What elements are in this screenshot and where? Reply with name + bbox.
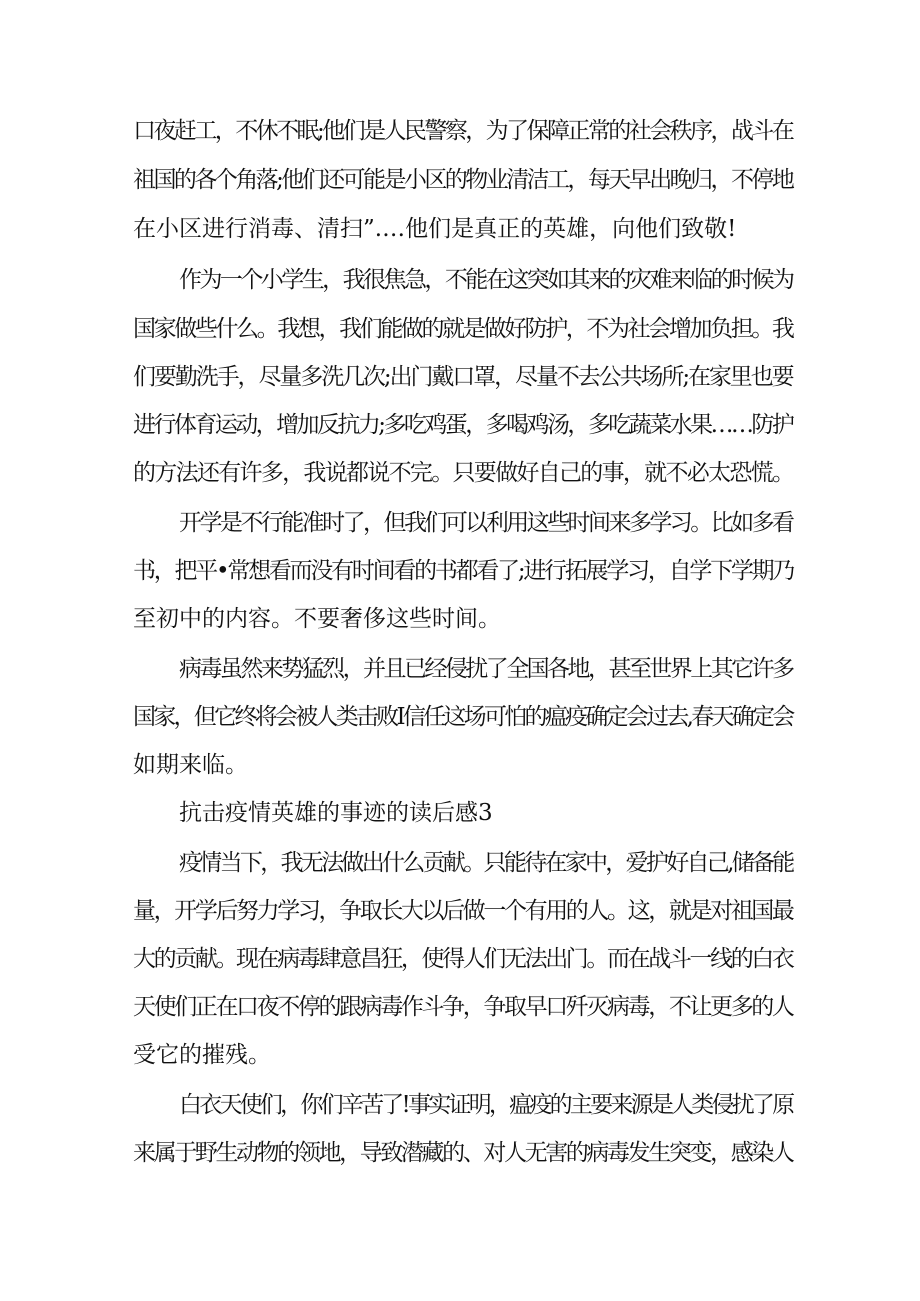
text-line: 量，开学后努力学习，争取长大以后做一个有用的人。这，就是对祖国最 [133, 898, 793, 924]
text-line: 书，把平•常想看而没有时间看的书都看了;进行拓展学习，自学下学期乃 [133, 558, 794, 584]
text-line: 病毒虽然来势猛烈，并且已经侵扰了全国各地，甚至世界上其它许多 [179, 656, 793, 682]
text-line: 至初中的内容。不要奢侈这些时间。 [133, 606, 501, 632]
text-line: 受它的摧残。 [133, 1042, 271, 1068]
text-line: 天使们正在口夜不停的跟病毒作斗争，争取早口歼灭病毒，不让更多的人 [133, 994, 793, 1020]
text-line: 国家，但它终将会被人类击败I信任这场可怕的瘟疫确定会过去,春天确定会 [133, 704, 793, 730]
text-line: 疫情当下，我无法做出什么贡献。只能待在家中，爱护好自己,储备能 [179, 850, 793, 876]
section-heading: 抗击疫情英雄的事迹的读后感3 [179, 800, 493, 826]
text-line: 的方法还有许多，我说都说不完。只要做好自己的事，就不必太恐慌。 [133, 460, 794, 486]
text-line: 在小区进行消毒、清扫”.…他们是真正的英雄，向他们致敬! [133, 216, 737, 242]
text-line: 祖国的各个角落;他们还可能是小区的物业清洁工，每天早出晚归，不停地 [133, 167, 793, 193]
text-line: 来属于野生动物的领地，导致潜藏的、对人无害的病毒发生突变，感染人 [133, 1140, 793, 1166]
text-line: 国家做些什么。我想，我们能做的就是做好防护，不为社会增加负担。我 [133, 316, 793, 342]
text-line: 口夜赶工，不休不眠;他们是人民警察，为了保障正常的社会秩序，战斗在 [133, 118, 793, 144]
text-line: 开学是不行能准时了，但我们可以利用这些时间来多学习。比如多看 [179, 510, 793, 536]
text-line: 作为一个小学生，我很焦急，不能在这突如其来的灾难来临的时候为 [179, 267, 793, 293]
text-line: 进行体育运动，增加反抗力;多吃鸡蛋，多喝鸡汤，多吃蔬菜水果……防护 [133, 412, 793, 438]
text-line: 如期来临。 [133, 752, 248, 778]
text-line: 们要勤洗手，尽量多洗几次;出门戴口罩，尽量不去公共场所;在家里也要 [133, 364, 793, 390]
text-line: 大的贡献。现在病毒肆意昌狂，使得人们无法出门。而在战斗一线的白衣 [133, 946, 793, 972]
text-line: 白衣天使们，你们辛苦了!事实证明，瘟疫的主要来源是人类侵扰了原 [179, 1092, 793, 1118]
